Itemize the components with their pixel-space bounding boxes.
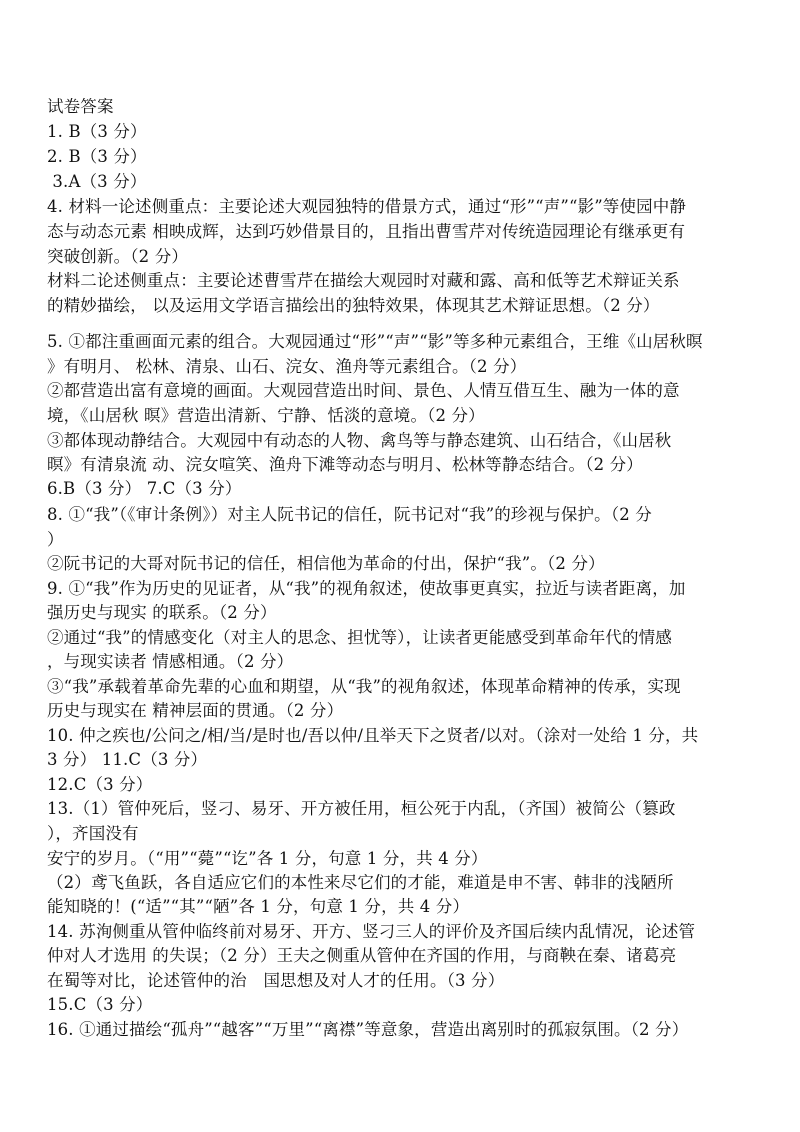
answer-line: 6.B（3 分） 7.C（3 分） xyxy=(47,479,242,498)
answer-line: 》有明月、 松林、清泉、山石、浣女、渔舟等元素组合。（2 分） xyxy=(47,357,527,376)
answer-line: 暝》有清泉流 动、浣女喧笑、渔舟下滩等动态与明月、松林等静态结合。（2 分） xyxy=(47,455,643,474)
answer-line: 材料二论述侧重点：主要论述曹雪芹在描绘大观园时对藏和露、高和低等艺术辩证关系 xyxy=(47,271,680,290)
answer-line: 强历史与现实 的联系。（2 分） xyxy=(47,603,277,622)
answer-line: ②都营造出富有意境的画面。大观园营造出时间、景色、人情互借互生、融为一体的意 xyxy=(47,381,680,400)
answer-line: 10. 仲之疾也/公问之/相/当/是时也/吾以仲/且举天下之贤者/以对。（涂对一处给 1 分，共 xyxy=(47,726,699,745)
answer-line: ③“我”承载着革命先辈的心血和期望，从“我”的视角叙述，体现革命精神的传承，实现 xyxy=(47,677,681,696)
answer-line: 1. B（3 分） xyxy=(47,122,147,141)
answer-line: 2. B（3 分） xyxy=(47,147,147,166)
answer-line: 5. ①都注重画面元素的组合。大观园通过“形”“声”“影”等多种元素组合，王维《山居秋暝 xyxy=(47,332,703,351)
answer-line: 9. ①“我”作为历史的见证者，从“我”的视角叙述，使故事更真实，拉近与读者距离，加 xyxy=(47,579,686,598)
answer-line: 突破创新。（2 分） xyxy=(47,247,188,266)
answer-line: 境，《山居秋 暝》营造出清新、宁静、恬淡的意境。（2 分） xyxy=(47,406,485,425)
answer-line: 16. ①通过描绘“孤舟”“越客”“万里”“离襟”等意象，营造出离别时的孤寂氛围。（2 分） xyxy=(47,1020,689,1039)
answer-line: 仲对人才选用 的失误；（2 分）王夫之侧重从管仲在齐国的作用，与商鞅在秦、诸葛亮 xyxy=(47,946,677,965)
answer-line: 15.C（3 分） xyxy=(47,995,153,1014)
answer-line: 安宁的岁月。（“用”“薨”“讫”各 1 分，句意 1 分，共 4 分） xyxy=(47,849,488,868)
answer-line: 14. 苏洵侧重从管仲临终前对易牙、开方、竖刁三人的评价及齐国后续内乱情况，论述管 xyxy=(47,922,696,941)
answer-line: 4. 材料一论述侧重点：主要论述大观园独特的借景方式，通过“形”“声”“影”等使园中静 xyxy=(47,197,687,216)
answer-line: ②阮书记的大哥对阮书记的信任，相信他为革命的付出，保护“我”。（2 分） xyxy=(47,554,605,573)
answer-line: 能知晓的！(“适”“其”“陋”各 1 分，句意 1 分，共 4 分） xyxy=(47,897,470,916)
answer-line: 态与动态元素 相映成辉，达到巧妙借景目的，且指出曹雪芹对传统造园理论有继承更有 xyxy=(47,222,686,241)
answer-line: 3 分） 11.C（3 分） xyxy=(47,750,208,769)
answer-line: 在蜀等对比，论述管仲的治 国思想及对人才的任用。（3 分） xyxy=(47,971,505,990)
answer-line: ②通过“我”的情感变化（对主人的思念、担忧等），让读者更能感受到革命年代的情感 xyxy=(47,628,672,647)
answer-line: 8. ①“我”（《审计条例》）对主人阮书记的信任，阮书记对“我”的珍视与保护。（2 分 xyxy=(47,505,652,524)
answer-line: ，与现实读者 情感相通。（2 分） xyxy=(47,652,294,671)
answer-line: ），齐国没有 xyxy=(47,824,139,843)
answer-line: 的精妙描绘， 以及运用文学语言描绘出的独特效果，体现其艺术辩证思想。（2 分） xyxy=(47,296,660,315)
heading-answers: 试卷答案 xyxy=(47,97,114,116)
answer-line: （2）鸢飞鱼跃，各自适应它们的本性来尽它们的才能，难道是申不害、韩非的浅陋所 xyxy=(47,873,674,892)
answer-line: 12.C（3 分） xyxy=(47,775,153,794)
answer-line: ） xyxy=(47,530,64,549)
answer-line: ③都体现动静结合。大观园中有动态的人物、禽鸟等与静态建筑、山石结合，《山居秋 xyxy=(47,431,672,450)
answer-line: 13.（1）管仲死后，竖刁、易牙、开方被任用，桓公死于内乱，（齐国）被简公（篡政 xyxy=(47,799,676,818)
answer-line: 历史与现实在 精神层面的贯通。（2 分） xyxy=(47,701,344,720)
answer-line: 3.A（3 分） xyxy=(47,172,147,191)
